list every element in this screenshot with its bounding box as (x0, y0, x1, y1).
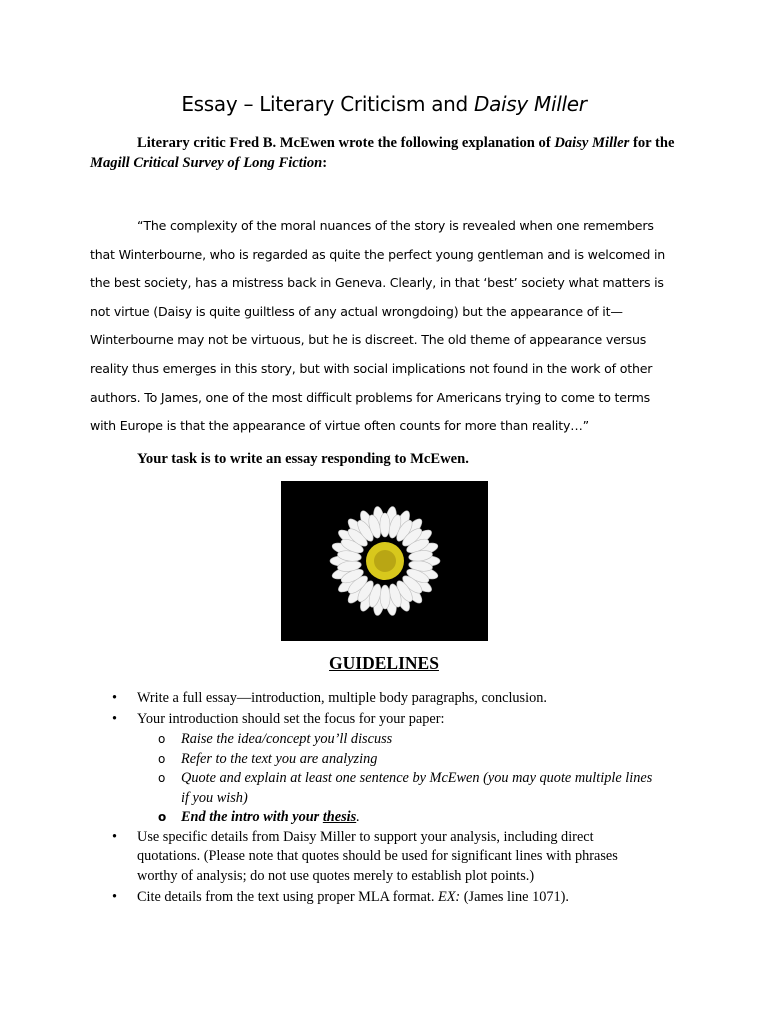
intro-text-3: : (322, 155, 328, 171)
task-statement: Your task is to write an essay responding to McEwen. (137, 451, 469, 467)
list-item: • Your introduction should set the focus for your paper: (90, 710, 690, 730)
quote-line: that Winterbourne, who is regarded as quite the perfect young gentleman and is welcomed in (90, 246, 666, 262)
daisy-flower-icon (281, 481, 488, 641)
circle-bullet-icon: o (158, 732, 166, 746)
circle-bullet-icon: o (158, 751, 166, 766)
list-item: • Use specific details from Daisy Miller to support your analysis, including direct quotations. (Please note that quotes should be used for significant lines with phrases worthy of analysis; do not use quotes merely to establish plot points.) (112, 828, 618, 884)
list-item: • Cite details from the text using proper MLA format. EX: (James line 1071). (90, 888, 690, 908)
quote-line: not virtue (Daisy is quite guiltless of any actual wrongdoing) but the appearance of it— (90, 303, 623, 319)
circle-bullet-icon: o (158, 771, 166, 785)
petal (380, 513, 390, 537)
intro-text-2: for the (629, 135, 675, 151)
flower-center-inner (374, 550, 396, 572)
guidelines-heading: GUIDELINES (329, 653, 439, 673)
intro-italic-2: Magill Critical Survey of Long Fiction (90, 155, 323, 171)
quote-line: Winterbourne may not be virtuous, but he is discreet. The old theme of appearance versus (90, 332, 647, 348)
quote-line: reality thus emerges in this story, but with social implications not found in the work of other (90, 360, 653, 376)
quote-line: the best society, has a mistress back in Geneva. Clearly, in that ‘best’ society what matters is (90, 275, 664, 291)
title-text: Essay – Literary Criticism and (181, 92, 474, 116)
intro-italic-1: Daisy Miller (554, 135, 630, 151)
quote-line: “The complexity of the moral nuances of the story is revealed when one remembers (137, 218, 654, 233)
bullet-icon: • (112, 710, 118, 727)
mcewen-quote (90, 212, 680, 441)
sub-list-item: o End the intro with your thesis. (90, 808, 690, 828)
guidelines-list (90, 689, 690, 909)
bullet-icon: • (112, 690, 118, 706)
list-item: • Write a full essay—introduction, multiple body paragraphs, conclusion. (90, 689, 690, 709)
bullet-icon: • (112, 889, 118, 905)
quote-line: with Europe is that the appearance of virtue often counts for more than reality…” (90, 418, 589, 434)
page-title (0, 92, 768, 116)
sub-list-item: o Raise the idea/concept you’ll discuss (90, 730, 690, 750)
sub-list-item: o Refer to the text you are analyzing (90, 750, 690, 770)
intro-text-1: Literary critic Fred B. McEwen wrote the following explanation of (137, 135, 555, 151)
thesis-word: thesis (322, 809, 357, 825)
title-italic-daisy-miller: Daisy Miller (473, 92, 587, 116)
sub-list-item: o Quote and explain at least one sentence by McEwen (you may quote multiple lines if you wish) (158, 770, 653, 806)
daisy-image (281, 481, 488, 641)
petal (380, 585, 390, 609)
circle-bullet-icon: o (158, 810, 167, 824)
bullet-icon: • (112, 828, 118, 845)
quote-line: authors. To James, one of the most difficult problems for Americans trying to come to terms (90, 389, 651, 405)
intro-paragraph (90, 133, 680, 173)
